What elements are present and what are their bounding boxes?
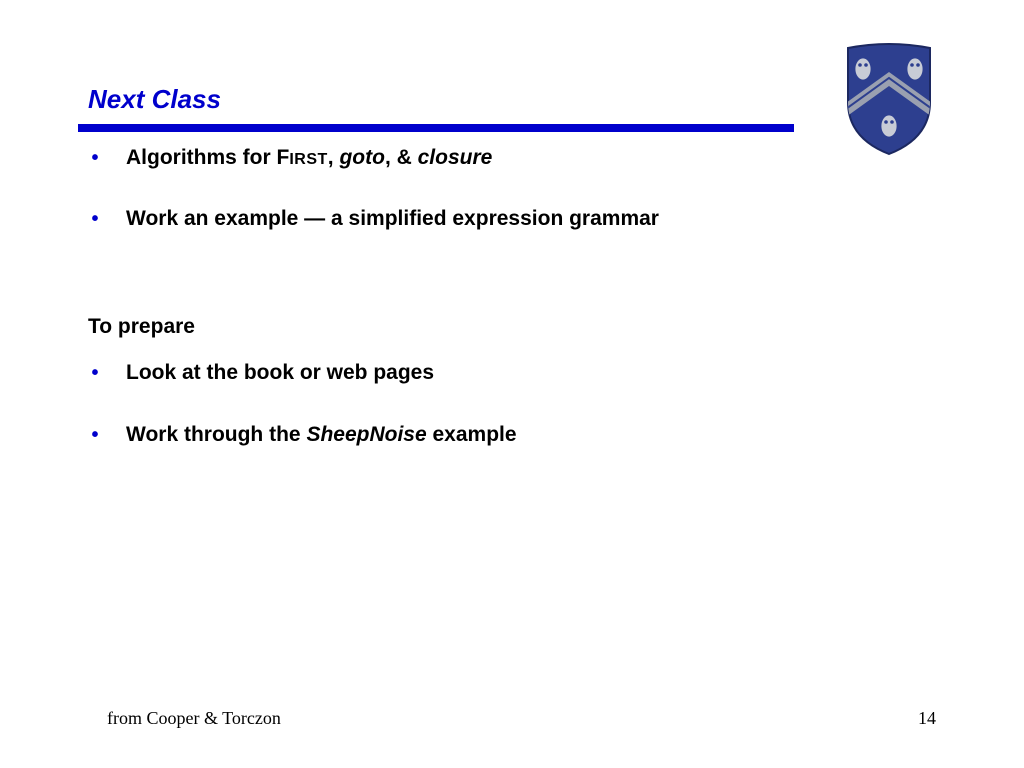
bullet-text [126,144,492,174]
sheepnoise-term: SheepNoise [306,423,427,446]
bullet-marker: • [91,147,99,169]
closure-term: closure [417,146,493,169]
page-number: 14 [918,708,936,728]
first-smallcaps-initial: F [276,146,290,169]
bullet-marker: • [91,362,99,384]
first-smallcaps-rest: IRST [289,151,328,168]
separator-ampersand: , & [384,146,418,169]
bullet-text: Work an example — a simplified expression grammar [126,207,659,230]
bullet-marker: • [91,208,99,230]
goto-term: goto [339,146,385,169]
bullet-text-after: example [426,423,517,446]
rice-university-shield-icon [844,42,934,156]
bullet-text-before: Work through the [126,423,307,446]
bullet-text: Look at the book or web pages [126,361,435,384]
slide-title: Next Class [88,84,221,114]
footer-credit: from Cooper & Torczon [107,708,281,728]
bullet-text-prefix: Algorithms for [126,146,277,169]
separator-comma: , [327,146,340,169]
prepare-heading: To prepare [88,315,195,338]
bullet-marker: • [91,424,99,446]
bullet-text [126,421,517,449]
title-underline-rule [78,124,794,132]
